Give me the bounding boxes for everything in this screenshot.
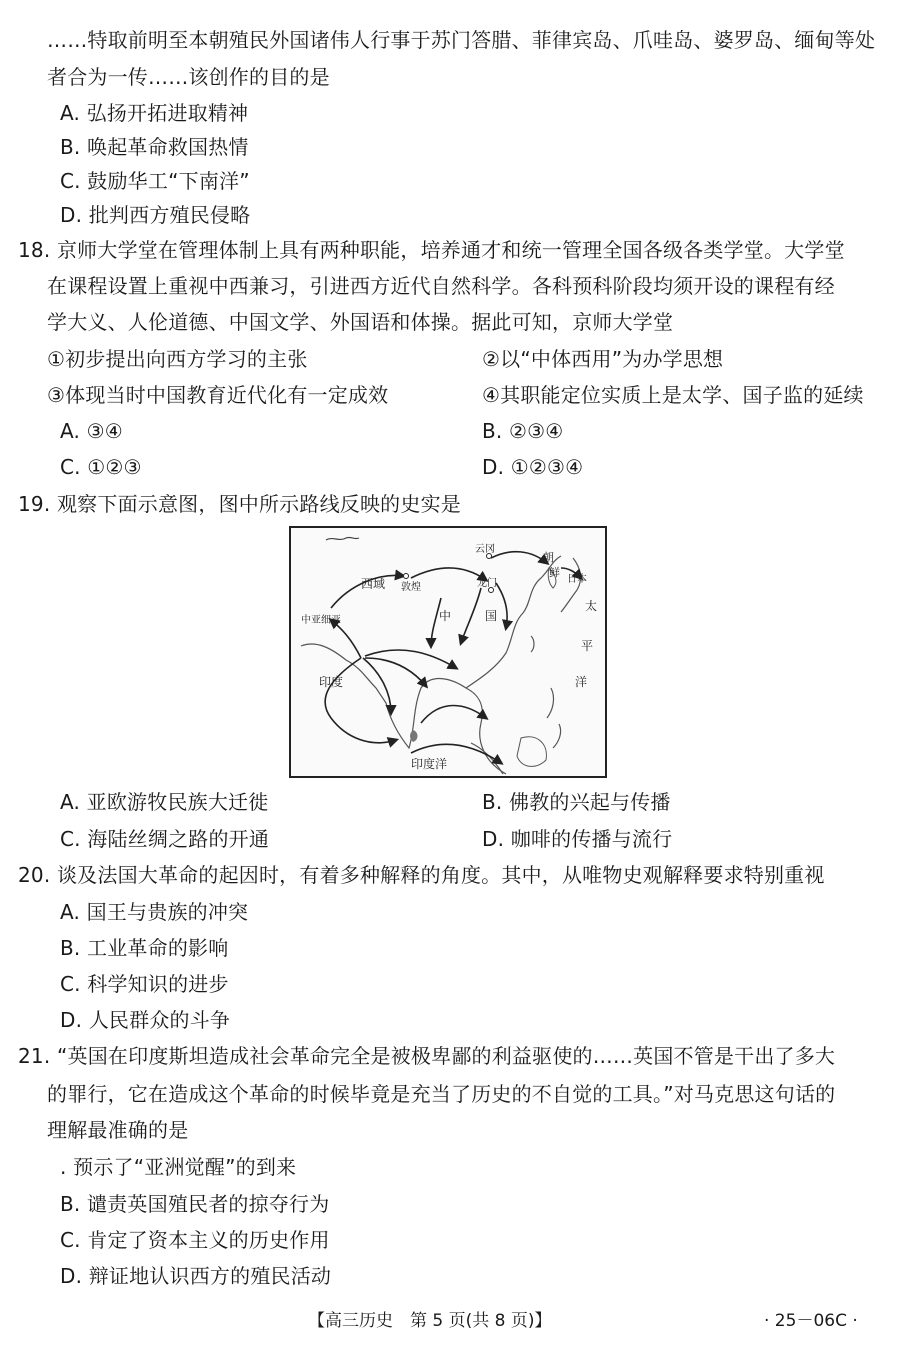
q18-option-b: B. ②③④ bbox=[482, 419, 564, 443]
q19-stem: 19. 观察下面示意图，图中所示路线反映的史实是 bbox=[18, 492, 461, 516]
buddhism-route-map bbox=[289, 526, 607, 778]
q21-stem-line-2: 的罪行，它在造成这个革命的时候毕竟是充当了历史的不自觉的工具。”对马克思这句话的 bbox=[47, 1082, 836, 1106]
q18-option-a: A. ③④ bbox=[60, 419, 123, 443]
q17-option-d: D. 批判西方殖民侵略 bbox=[60, 203, 251, 227]
label-india: 印度 bbox=[319, 675, 344, 689]
label-central-asia: 中亚细亚 bbox=[301, 615, 341, 626]
japan-islands bbox=[561, 558, 580, 612]
dunhuang-dot bbox=[404, 574, 409, 579]
label-longmen: 龙门 bbox=[477, 578, 497, 589]
q20-option-b: B. 工业革命的影响 bbox=[60, 936, 229, 960]
q20-option-c: C. 科学知识的进步 bbox=[60, 972, 229, 996]
q20-option-a: A. 国王与贵族的冲突 bbox=[60, 900, 249, 924]
borneo bbox=[517, 737, 546, 767]
label-dunhuang: 敦煌 bbox=[401, 582, 421, 593]
q17-stem-line-2: 者合为一传……该创作的目的是 bbox=[47, 65, 330, 89]
q21-option-c: C. 肯定了资本主义的历史作用 bbox=[60, 1228, 330, 1252]
q19-option-b: B. 佛教的兴起与传播 bbox=[482, 790, 671, 814]
label-xian: 鲜 bbox=[549, 566, 560, 579]
q18-option-c: C. ①②③ bbox=[60, 455, 142, 479]
label-tai: 太 bbox=[585, 599, 598, 613]
q19-option-a: A. 亚欧游牧民族大迁徙 bbox=[60, 790, 269, 814]
top-squiggle bbox=[326, 537, 359, 540]
q21-option-b: B. 谴责英国殖民者的掠夺行为 bbox=[60, 1192, 330, 1216]
label-japan: 日本 bbox=[567, 574, 587, 585]
q21-stem-line-1: 21. “英国在印度斯坦造成社会革命完全是被极卑鄙的利益驱使的……英国不管是干出了多大 bbox=[18, 1044, 836, 1068]
map-graphic bbox=[291, 528, 605, 776]
q17-stem-line-1: ……特取前明至本朝殖民外国诸伟人行事于苏门答腊、菲律宾岛、爪哇岛、婆罗岛、缅甸等处 bbox=[47, 28, 876, 52]
q18-statement-3: ③体现当时中国教育近代化有一定成效 bbox=[47, 383, 389, 407]
exam-code: · 25－06C · bbox=[764, 1311, 858, 1331]
label-zhong: 中 bbox=[439, 609, 452, 623]
label-chao: 朝 bbox=[543, 551, 554, 564]
q18-stem-line-3: 学大义、人伦道德、中国文学、外国语和体操。据此可知，京师大学堂 bbox=[47, 310, 674, 334]
label-indian-ocean: 印度洋 bbox=[411, 757, 448, 771]
q19-option-c: C. 海陆丝绸之路的开通 bbox=[60, 827, 270, 851]
q18-option-d: D. ①②③④ bbox=[482, 455, 584, 479]
label-guo: 国 bbox=[485, 609, 498, 623]
q18-statement-1: ①初步提出向西方学习的主张 bbox=[47, 347, 308, 371]
q21-stem-line-3: 理解最准确的是 bbox=[47, 1118, 189, 1142]
q18-stem-line-2: 在课程设置上重视中西兼习，引进西方近代自然科学。各科预科阶段均须开设的课程有经 bbox=[47, 274, 835, 298]
label-yang: 洋 bbox=[575, 675, 588, 689]
philippines bbox=[547, 688, 561, 748]
q21-option-a: . 预示了“亚洲觉醒”的到来 bbox=[60, 1155, 297, 1179]
q17-option-b: B. 唤起革命救国热情 bbox=[60, 135, 249, 159]
q17-option-a: A. 弘扬开拓进取精神 bbox=[60, 101, 249, 125]
q18-stem-line-1: 18. 京师大学堂在管理体制上具有两种职能，培养通才和统一管理全国各级各类学堂。大学堂 bbox=[18, 238, 845, 262]
label-yungang: 云冈 bbox=[475, 544, 495, 555]
q17-option-c: C. 鼓励华工“下南洋” bbox=[60, 169, 250, 193]
coastline bbox=[301, 556, 561, 774]
q18-statement-2: ②以“中体西用”为办学思想 bbox=[482, 347, 724, 371]
label-xiyu: 西域 bbox=[361, 577, 386, 591]
taiwan-island bbox=[531, 636, 534, 652]
page-footer: 【高三历史 第 5 页(共 8 页)】 bbox=[308, 1311, 552, 1331]
q20-stem: 20. 谈及法国大革命的起因时，有着多种解释的角度。其中，从唯物史观解释要求特别重视 bbox=[18, 863, 825, 887]
q20-option-d: D. 人民群众的斗争 bbox=[60, 1008, 231, 1032]
q19-option-d: D. 咖啡的传播与流行 bbox=[482, 827, 673, 851]
q21-option-d: D. 辩证地认识西方的殖民活动 bbox=[60, 1264, 332, 1288]
label-ping: 平 bbox=[581, 639, 594, 653]
q18-statement-4: ④其职能定位实质上是太学、国子监的延续 bbox=[482, 383, 864, 407]
